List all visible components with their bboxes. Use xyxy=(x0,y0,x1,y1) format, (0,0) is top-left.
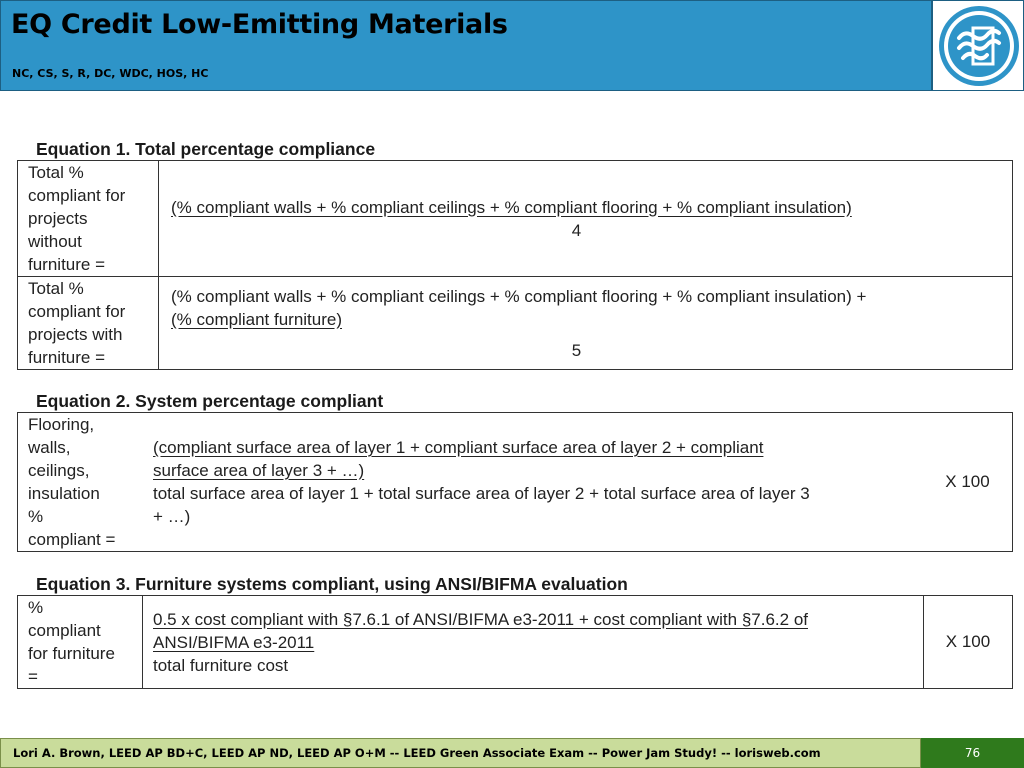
eq1-title: Equation 1. Total percentage compliance xyxy=(36,139,376,159)
table-row xyxy=(18,596,1013,689)
page-number: 76 xyxy=(921,738,1024,768)
eq3-numerator-line1: 0.5 x cost compliant with §7.6.1 of ANSI/BIFMA e3-2011 + cost compliant with §7.6.2 of xyxy=(153,609,808,629)
eq2-title: Equation 2. System percentage compliant xyxy=(36,391,384,411)
eq2-table xyxy=(17,412,1013,552)
eq1-row1-formula xyxy=(159,161,1013,277)
eq1-row2-numerator-line2: (% compliant furniture) xyxy=(171,309,343,329)
eq2-numerator-line1: (compliant surface area of layer 1 + compliant surface area of layer 2 + compliant xyxy=(153,438,764,457)
eq1-row2-label: Total % compliant for projects with furniture = xyxy=(18,277,159,370)
eq1-row1-denominator: 4 xyxy=(571,220,582,240)
footer-credit: Lori A. Brown, LEED AP BD+C, LEED AP ND, LEED AP O+M -- LEED Green Associate Exam -- Power Jam Study! -- lorisweb.com xyxy=(0,738,921,768)
table-row xyxy=(18,277,1013,370)
eq2-multiplier: X 100 xyxy=(923,413,1013,552)
eq2-denominator-line1: total surface area of layer 1 + total surface area of layer 2 + total surface area of layer 3 xyxy=(153,484,810,503)
logo-box xyxy=(932,0,1024,91)
eq1-row1-numerator: (% compliant walls + % compliant ceilings + % compliant flooring + % compliant insulation) xyxy=(171,197,852,217)
eq1-row1-label: Total % compliant for projects without furniture = xyxy=(18,161,159,277)
eq3-formula xyxy=(143,596,924,689)
eq3-numerator-line2: ANSI/BIFMA e3-2011 xyxy=(153,632,315,652)
page-title: EQ Credit Low-Emitting Materials xyxy=(11,9,508,40)
eq2-formula xyxy=(143,413,923,552)
eq3-table xyxy=(17,595,1013,689)
eq2-numerator-line2: surface area of layer 3 + …) xyxy=(153,461,365,480)
eq1-row2-denominator: 5 xyxy=(571,340,582,360)
table-row xyxy=(18,161,1013,277)
eq3-denominator: total furniture cost xyxy=(153,655,289,675)
page-subtitle: NC, CS, S, R, DC, WDC, HOS, HC xyxy=(12,67,209,80)
header-bar xyxy=(0,0,932,91)
eq1-row2-formula xyxy=(159,277,1013,370)
eq1-table xyxy=(17,160,1013,370)
eq3-label: % compliant for furniture = xyxy=(18,596,143,689)
waves-logo-icon xyxy=(937,4,1021,88)
eq2-label: Flooring, walls, ceilings, insulation % compliant = xyxy=(18,413,144,552)
eq3-title: Equation 3. Furniture systems compliant, using ANSI/BIFMA evaluation xyxy=(36,574,628,594)
eq1-row2-numerator-line1: (% compliant walls + % compliant ceilings + % compliant flooring + % compliant insulation) + xyxy=(171,286,867,306)
table-row xyxy=(18,413,1013,552)
eq2-denominator-line2: + …) xyxy=(153,507,191,526)
footer-bar xyxy=(0,738,1024,768)
eq3-multiplier: X 100 xyxy=(924,596,1013,689)
